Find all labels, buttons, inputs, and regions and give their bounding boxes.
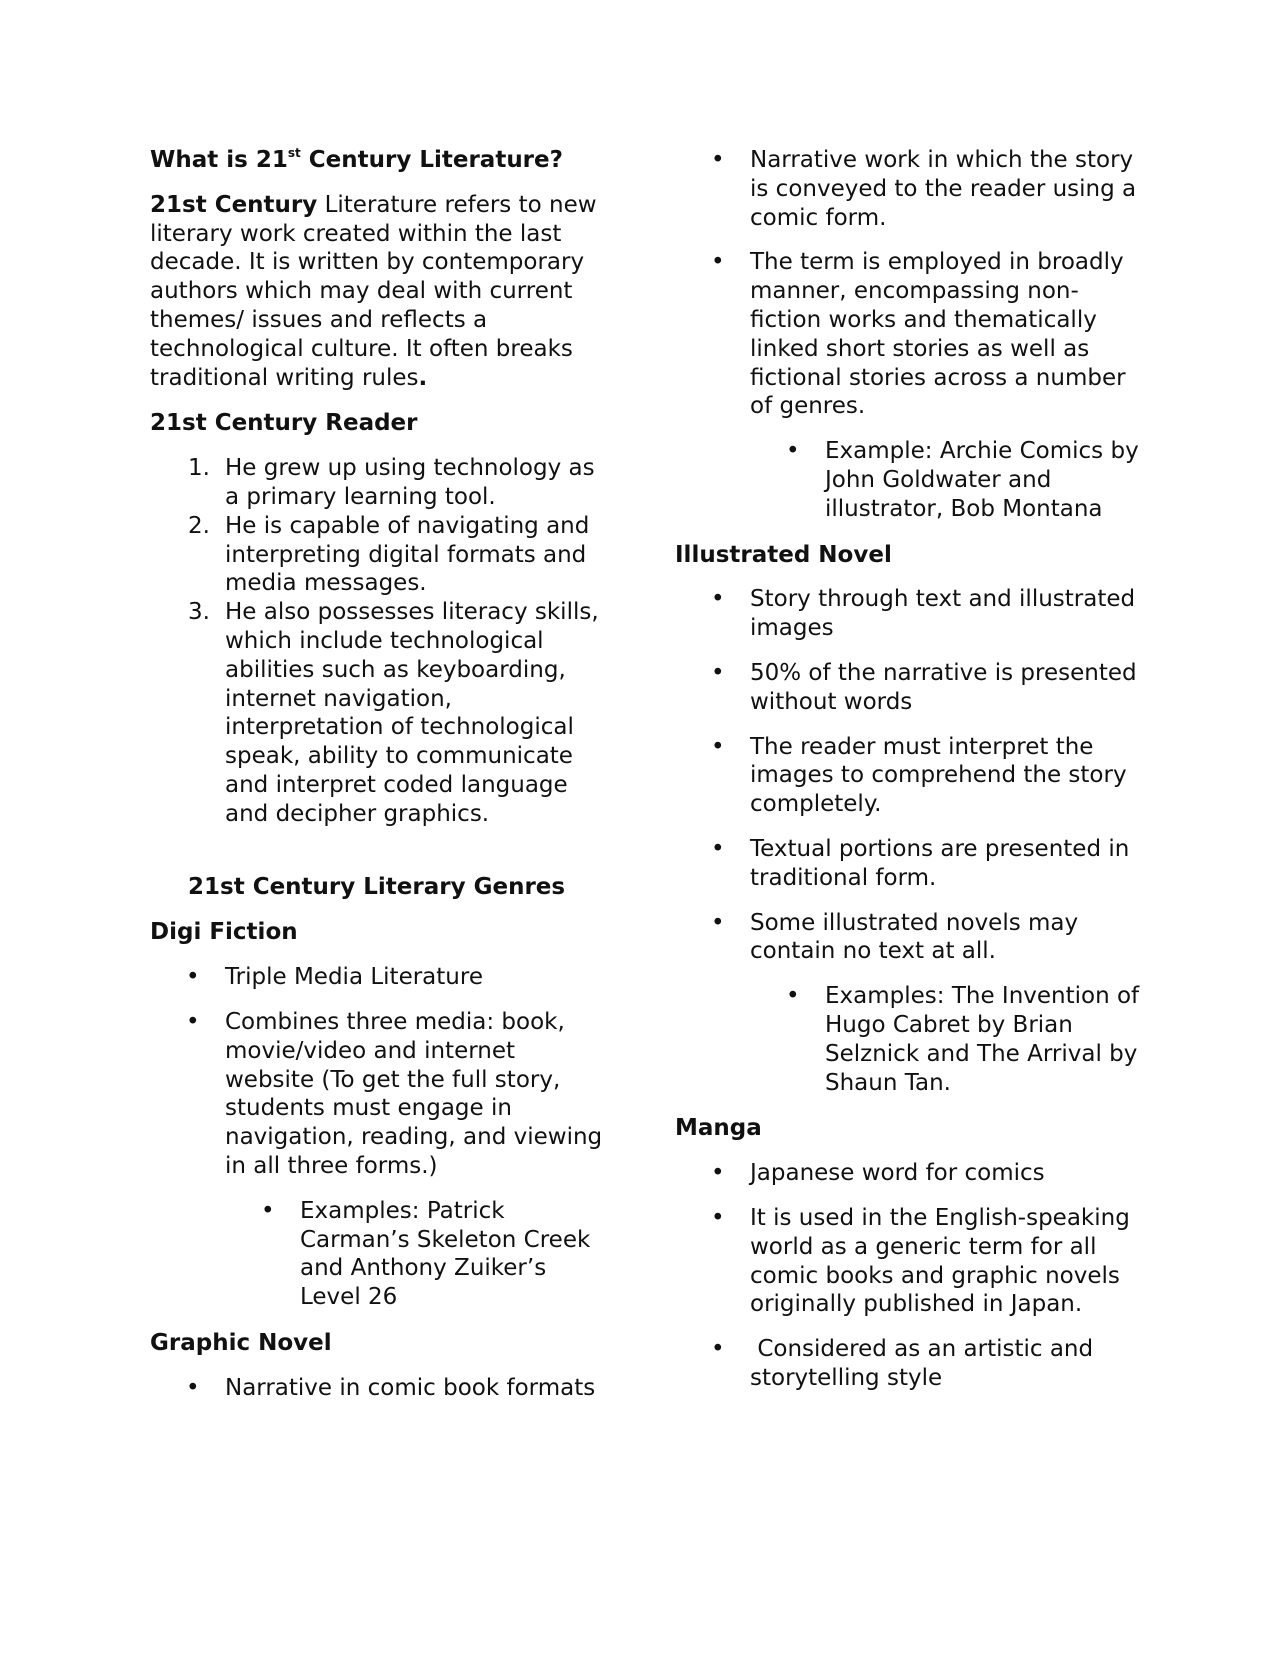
title-superscript: st (287, 146, 301, 160)
bullet-icon: • (711, 1336, 725, 1363)
list-item (675, 1159, 1145, 1188)
list-item (150, 512, 610, 598)
bullet-icon: • (711, 1160, 725, 1187)
list-item-text: He also possesses literacy skills, which include technological abilities such as keyboarding, internet navigation, interpretation of technological speak, ability to communicate and interpret coded language and decipher graphics. (225, 599, 599, 827)
example-text: Examples: The Invention of Hugo Cabret by Brian Selznick and The Arrival by Shaun Tan. (825, 983, 1140, 1096)
example-text: Example: Archie Comics by John Goldwater and illustrator, Bob Montana (825, 438, 1139, 522)
bullet-icon: • (786, 438, 800, 465)
list-item-text: He grew up using technology as a primary learning tool. (225, 455, 595, 510)
bullet-icon: • (186, 1374, 200, 1401)
list-item-text: It is used in the English-speaking world as a generic term for all comic books and graphic novels originally published in Japan. (750, 1204, 1130, 1318)
manga-list (675, 1159, 1145, 1393)
manga-heading: Manga (675, 1115, 762, 1142)
bullet-icon: • (711, 733, 725, 760)
example-item (150, 1197, 610, 1312)
list-item (675, 909, 1145, 967)
list-item (150, 1008, 610, 1181)
list-item-text: The reader must interpret the images to comprehend the story completely. (750, 733, 1127, 818)
bullet-icon: • (711, 835, 725, 862)
list-item (150, 1374, 610, 1403)
list-item-text: He is capable of navigating and interpreting digital formats and media messages. (225, 512, 590, 597)
example-item (675, 982, 1145, 1097)
list-number: 3. (188, 599, 210, 626)
bullet-icon: • (786, 983, 800, 1010)
bullet-icon: • (186, 964, 200, 991)
list-item (675, 1204, 1145, 1319)
list-item (675, 248, 1145, 421)
reader-list (150, 454, 610, 828)
graphic-novel-heading: Graphic Novel (150, 1329, 332, 1356)
list-item-text: Narrative in comic book formats (225, 1374, 596, 1401)
title-suffix: Century Literature? (300, 147, 563, 173)
digi-fiction-heading: Digi Fiction (150, 919, 298, 946)
graphic-novel-list-right (675, 146, 1145, 524)
title-prefix: What is 21 (150, 147, 288, 173)
graphic-novel-list-left (150, 1374, 610, 1403)
list-item-text: 50% of the narrative is presented without words (750, 659, 1137, 715)
list-item (150, 598, 610, 828)
intro-end: . (418, 364, 428, 391)
list-item (150, 963, 610, 992)
list-item (675, 146, 1145, 232)
bullet-icon: • (711, 909, 725, 936)
list-number: 1. (188, 455, 210, 482)
bullet-icon: • (711, 659, 725, 686)
list-item-text: Story through text and illustrated images (750, 586, 1136, 642)
list-item (675, 585, 1145, 643)
illustrated-novel-heading: Illustrated Novel (675, 541, 892, 568)
genres-heading: 21st Century Literary Genres (188, 873, 566, 900)
bullet-icon: • (711, 1204, 725, 1231)
intro-paragraph (150, 191, 610, 393)
bullet-icon: • (711, 249, 725, 276)
list-item-text: Triple Media Literature (225, 964, 483, 991)
list-item-text: Combines three media: book, movie/video and internet website (To get the full story, students must engage in navigation, reading, and viewing in all three forms.) (225, 1008, 603, 1179)
intro-text: Literature refers to new literary work created within the last decade. It is written by contemporary authors which may deal with current themes/ issues and reflects a technological culture. It often breaks traditional writing rules (150, 191, 597, 391)
list-item-text: The term is employed in broadly manner, encompassing non-fiction works and thematically linked short stories as well as fictional stories across a number of genres. (750, 249, 1126, 420)
bullet-icon: • (186, 1008, 200, 1035)
left-column (150, 146, 610, 1402)
example-item (675, 437, 1145, 523)
intro-bold-term: 21st Century (150, 191, 318, 218)
right-column (675, 146, 1145, 1393)
illustrated-novel-list (675, 585, 1145, 1097)
list-item-text: Narrative work in which the story is conveyed to the reader using a comic form. (750, 147, 1137, 231)
list-item (675, 659, 1145, 717)
list-item-text: Some illustrated novels may contain no text at all. (750, 909, 1079, 965)
bullet-icon: • (711, 147, 725, 173)
list-item (675, 1335, 1145, 1393)
list-item-text: Japanese word for comics (750, 1160, 1045, 1187)
bullet-icon: • (711, 586, 725, 613)
list-number: 2. (188, 512, 210, 539)
list-item-text: Considered as an artistic and storytelling style (750, 1336, 1101, 1391)
reader-heading: 21st Century Reader (150, 410, 418, 437)
document-title (150, 146, 610, 175)
list-item-text: Textual portions are presented in traditional form. (750, 835, 1130, 891)
list-item (675, 835, 1145, 893)
list-item (675, 733, 1145, 819)
list-item (150, 454, 610, 512)
digi-fiction-list (150, 963, 610, 1312)
example-text: Examples: Patrick Carman’s Skeleton Creek and Anthony Zuiker’s Level 26 (300, 1197, 591, 1311)
bullet-icon: • (261, 1197, 275, 1224)
